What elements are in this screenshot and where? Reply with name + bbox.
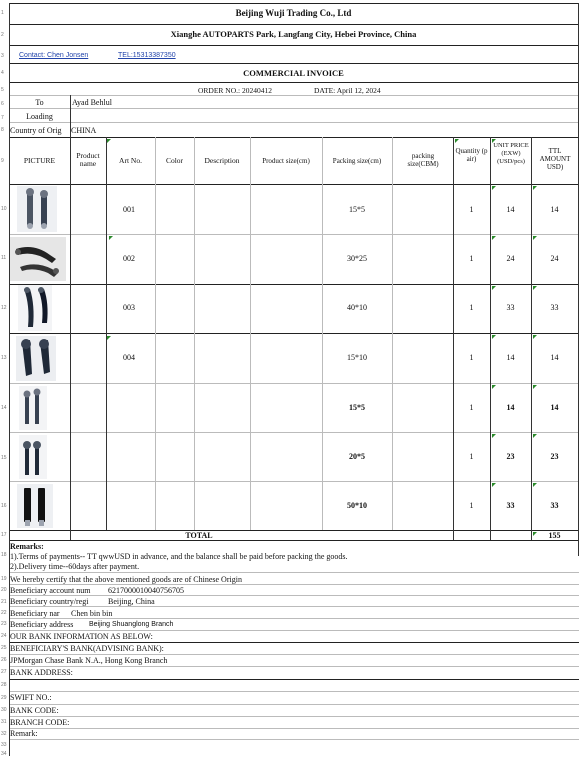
row-number: 29 (1, 695, 7, 701)
row-number: 6 (1, 101, 4, 107)
item-amount: 23 (550, 452, 559, 461)
col-header-unit-price: UNIT PRICE (EXW) (USD/pcs) (493, 142, 529, 165)
invoice-date: DATE: April 12, 2024 (314, 86, 381, 95)
row-number: 8 (1, 127, 4, 133)
beneficiary-account-value: 6217000010040756705 (108, 586, 184, 595)
row-number: 21 (1, 599, 7, 605)
item-art-no: 003 (123, 303, 135, 312)
row-number: 14 (1, 405, 7, 411)
advising-bank-label: BENEFICIARY'S BANK(ADVISING BANK): (10, 644, 164, 653)
item-unit-price: 14 (506, 403, 515, 412)
item-packing-size: 15*5 (349, 403, 365, 412)
control-arm-photo (16, 336, 56, 381)
bank-code-label: BANK CODE: (10, 706, 59, 715)
item-packing-size: 40*10 (347, 303, 367, 312)
col-header-color: Color (165, 156, 184, 165)
item-art-no: 004 (123, 353, 135, 362)
item-amount: 14 (550, 403, 559, 412)
row-number: 4 (1, 70, 4, 76)
row-number: 7 (1, 115, 4, 121)
item-unit-price: 23 (506, 452, 515, 461)
row-number: 16 (1, 503, 7, 509)
item-quantity: 1 (469, 403, 474, 412)
control-arm-photo (19, 386, 47, 430)
row-number: 10 (1, 206, 7, 212)
branch-code-label: BRANCH CODE: (10, 718, 70, 727)
item-art-no: 002 (123, 254, 135, 263)
company-address: Xianghe AUTOPARTS Park, Langfang City, Hebei Province, China (170, 29, 417, 39)
row-number: 19 (1, 576, 7, 582)
bank-name: JPMorgan Chase Bank N.A., Hong Kong Branch (10, 656, 168, 665)
row-number: 18 (1, 552, 7, 558)
tel-link[interactable]: TEL:15313387350 (118, 52, 176, 59)
row-number: 9 (1, 158, 4, 164)
col-header-packing-size: Packing size(cm) (332, 157, 382, 165)
shock-absorber-photo (17, 484, 53, 528)
row-number: 24 (1, 633, 7, 639)
item-packing-size: 50*10 (347, 501, 367, 510)
remarks-delivery-time: 2).Delivery time--60days after payment. (10, 562, 140, 571)
row-number: 5 (1, 87, 4, 93)
row-number: 33 (1, 742, 7, 748)
item-quantity: 1 (469, 353, 474, 362)
row-number: 32 (1, 731, 7, 737)
beneficiary-country-value: Beijing, China (108, 597, 155, 606)
item-packing-size: 20*5 (349, 452, 365, 461)
row-number: 31 (1, 719, 7, 725)
control-arm-photo (10, 237, 66, 281)
row-number: 3 (1, 53, 4, 59)
origin-label: Country of Orig (10, 126, 62, 135)
item-quantity: 1 (469, 501, 474, 510)
contact-link[interactable]: Contact: Chen Jonsen (19, 52, 89, 59)
remarks-payment-terms: 1).Terms of payments-- TT qwwUSD in advance, and the balance shall be paid before packing the goods. (10, 552, 348, 561)
item-unit-price: 33 (506, 501, 515, 510)
origin-certification: We hereby certify that the above mentioned goods are of Chinese Origin (10, 575, 242, 584)
col-header-quantity: Quantity (pair) (455, 147, 488, 163)
row-number: 17 (1, 532, 7, 538)
col-header-ttl-amount: TTL AMOUNT USD) (539, 147, 571, 171)
order-number: ORDER NO.: 20240412 (198, 86, 272, 95)
item-amount: 14 (550, 353, 559, 362)
row-number: 34 (1, 751, 7, 757)
row-number: 15 (1, 455, 7, 461)
beneficiary-account-label: Beneficiary account num (10, 586, 91, 595)
beneficiary-address-value: Beijing Shuanglong Branch (89, 621, 174, 628)
swift-label: SWIFT NO.: (10, 693, 52, 702)
row-number: 26 (1, 657, 7, 663)
item-amount: 24 (550, 254, 559, 263)
col-header-product-size: Product size(cm) (262, 157, 310, 165)
row-number: 23 (1, 621, 7, 627)
item-quantity: 1 (469, 452, 474, 461)
remarks-label: Remarks: (10, 542, 44, 551)
total-label: TOTAL (185, 531, 213, 540)
row-number: 2 (1, 32, 4, 38)
total-value: 155 (548, 531, 561, 540)
control-arm-photo (19, 435, 47, 479)
col-header-description: Description (204, 156, 240, 165)
col-header-art-no: Art No. (119, 156, 142, 165)
item-quantity: 1 (469, 205, 474, 214)
beneficiary-country-label: Beneficiary country/regi (10, 597, 89, 606)
item-packing-size: 15*10 (347, 353, 367, 362)
col-header-product-name: Product name (76, 151, 100, 168)
row-number: 25 (1, 645, 7, 651)
item-unit-price: 14 (506, 205, 515, 214)
row-number: 13 (1, 355, 7, 361)
item-unit-price: 33 (506, 303, 515, 312)
row-number: 27 (1, 669, 7, 675)
col-header-picture: PICTURE (23, 156, 56, 165)
item-packing-size: 30*25 (347, 254, 367, 263)
control-arm-photo (17, 186, 57, 232)
remark-label: Remark: (10, 729, 38, 738)
to-label: To (35, 98, 44, 107)
row-number: 11 (1, 255, 7, 261)
row-number: 30 (1, 707, 7, 713)
beneficiary-name-value: Chen bin bin (71, 609, 113, 618)
item-art-no: 001 (123, 205, 135, 214)
item-unit-price: 24 (506, 254, 515, 263)
origin-value: CHINA (71, 126, 97, 135)
beneficiary-address-label: Beneficiary address (10, 620, 74, 629)
document-title: COMMERCIAL INVOICE (243, 68, 344, 78)
our-bank-info: OUR BANK INFORMATION AS BELOW: (10, 632, 153, 641)
row-number: 1 (1, 10, 4, 16)
loading-label: Loading (26, 112, 53, 121)
item-amount: 14 (550, 205, 559, 214)
item-quantity: 1 (469, 303, 474, 312)
item-packing-size: 15*5 (349, 205, 365, 214)
row-number: 20 (1, 587, 7, 593)
bank-address-label: BANK ADDRESS: (10, 668, 73, 677)
item-amount: 33 (550, 501, 559, 510)
row-number: 12 (1, 305, 7, 311)
company-name: Beijing Wuji Trading Co., Ltd (235, 8, 352, 18)
to-value: Ayad Behlul (72, 98, 112, 107)
item-quantity: 1 (469, 254, 474, 263)
item-amount: 33 (550, 303, 559, 312)
col-header-packing-cbm: packing size(CBM) (407, 152, 439, 168)
item-unit-price: 14 (506, 353, 515, 362)
row-number-gutter (0, 0, 9, 756)
row-number: 22 (1, 610, 7, 616)
beneficiary-name-label: Beneficiary nar (10, 609, 60, 618)
control-arm-photo (18, 285, 52, 331)
row-number: 28 (1, 682, 7, 688)
